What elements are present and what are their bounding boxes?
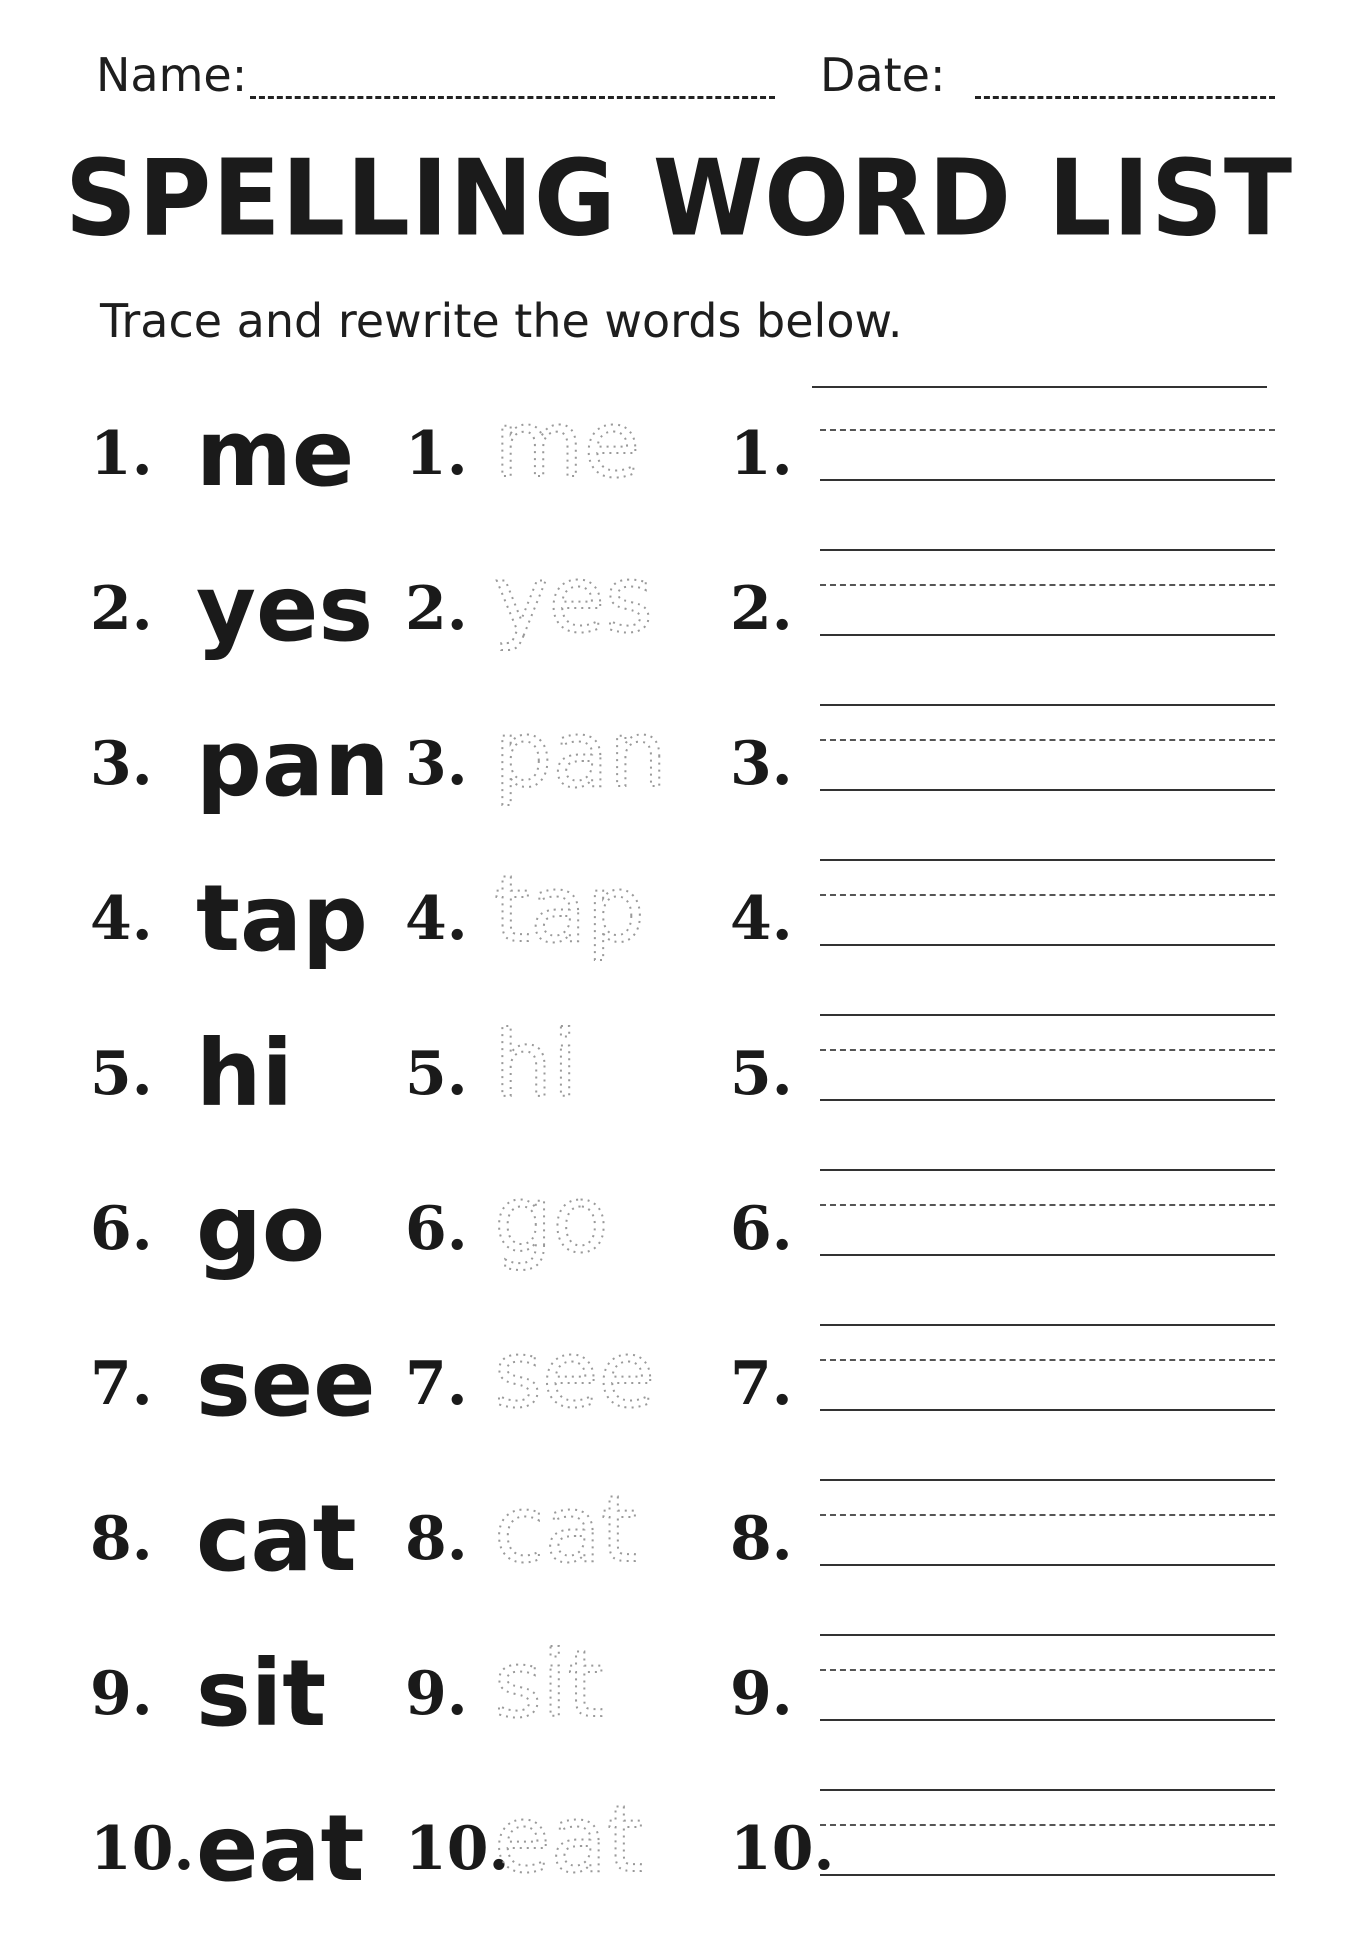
rewrite-mid-line <box>820 1204 1275 1206</box>
spelling-word: me <box>196 400 355 507</box>
rewrite-mid-line <box>820 739 1275 741</box>
rewrite-number: 5. <box>730 1039 793 1109</box>
trace-number: 2. <box>405 574 468 644</box>
trace-word <box>494 856 674 985</box>
page-title: SPELLING WORD LIST <box>64 137 1294 260</box>
trace-word <box>494 701 674 830</box>
word-number: 8. <box>90 1504 153 1574</box>
word-row <box>0 546 1358 710</box>
word-number: 9. <box>90 1659 153 1729</box>
rewrite-top-line <box>820 1479 1275 1481</box>
spelling-word: hi <box>196 1020 294 1127</box>
spelling-word: go <box>196 1175 326 1282</box>
word-number: 3. <box>90 729 153 799</box>
word-row <box>0 701 1358 865</box>
trace-word <box>494 546 674 675</box>
trace-word-text: yes <box>494 546 653 653</box>
rewrite-area[interactable] <box>820 1634 1275 1754</box>
trace-number: 6. <box>405 1194 468 1264</box>
word-row <box>0 1321 1358 1485</box>
trace-word <box>494 1786 674 1915</box>
rewrite-base-line <box>820 1099 1275 1101</box>
rewrite-mid-line <box>820 1359 1275 1361</box>
rewrite-number: 2. <box>730 574 793 644</box>
rewrite-top-line <box>820 704 1275 706</box>
rewrite-base-line <box>820 1254 1275 1256</box>
rewrite-area[interactable] <box>820 859 1275 979</box>
trace-word-text: cat <box>494 1476 638 1583</box>
rewrite-top-line <box>820 1169 1275 1171</box>
rewrite-mid-line <box>820 894 1275 896</box>
rewrite-top-line <box>820 1324 1275 1326</box>
word-number: 4. <box>90 884 153 954</box>
spelling-word: sit <box>196 1640 327 1747</box>
rewrite-base-line <box>820 479 1275 481</box>
rewrite-number: 9. <box>730 1659 793 1729</box>
trace-word <box>494 1166 674 1295</box>
word-row <box>0 1166 1358 1330</box>
rewrite-area[interactable] <box>820 704 1275 824</box>
trace-number: 3. <box>405 729 468 799</box>
rewrite-top-line <box>820 859 1275 861</box>
rewrite-number: 10. <box>730 1814 835 1884</box>
word-row <box>0 1011 1358 1175</box>
trace-word-text: hi <box>494 1011 578 1118</box>
rewrite-top-line <box>820 1014 1275 1016</box>
rewrite-area[interactable] <box>820 1014 1275 1134</box>
word-number: 6. <box>90 1194 153 1264</box>
rewrite-number: 1. <box>730 419 793 489</box>
rewrite-base-line <box>820 1874 1275 1876</box>
rewrite-number: 4. <box>730 884 793 954</box>
date-field[interactable] <box>975 96 1275 99</box>
trace-number: 1. <box>405 419 468 489</box>
trace-word <box>494 1321 674 1450</box>
rewrite-mid-line <box>820 584 1275 586</box>
rewrite-area[interactable] <box>820 1479 1275 1599</box>
word-number: 10. <box>90 1814 195 1884</box>
trace-word-text: see <box>494 1321 656 1428</box>
spelling-word: eat <box>196 1795 365 1902</box>
rewrite-area[interactable] <box>820 1789 1275 1909</box>
rewrite-mid-line <box>820 1824 1275 1826</box>
rewrite-base-line <box>820 944 1275 946</box>
trace-number: 7. <box>405 1349 468 1419</box>
rewrite-area[interactable] <box>820 1324 1275 1444</box>
spelling-word: yes <box>196 555 374 662</box>
rewrite-mid-line <box>820 1669 1275 1671</box>
word-row <box>0 1631 1358 1795</box>
rewrite-number: 3. <box>730 729 793 799</box>
trace-number: 8. <box>405 1504 468 1574</box>
trace-word <box>494 1631 674 1760</box>
rewrite-mid-line <box>820 1049 1275 1051</box>
rewrite-base-line <box>820 634 1275 636</box>
trace-word-text: tap <box>494 856 645 963</box>
rewrite-base-line <box>820 789 1275 791</box>
word-number: 2. <box>90 574 153 644</box>
word-number: 7. <box>90 1349 153 1419</box>
rewrite-area[interactable] <box>820 394 1275 514</box>
trace-number: 4. <box>405 884 468 954</box>
trace-word-text: pan <box>494 701 668 808</box>
trace-word-text: me <box>494 391 641 498</box>
word-number: 5. <box>90 1039 153 1109</box>
trace-word <box>494 1011 674 1140</box>
spelling-word: cat <box>196 1485 357 1592</box>
trace-number: 5. <box>405 1039 468 1109</box>
rewrite-base-line <box>820 1409 1275 1411</box>
rewrite-base-line <box>820 1564 1275 1566</box>
rewrite-mid-line <box>820 429 1275 431</box>
word-row <box>0 1476 1358 1640</box>
trace-word <box>494 391 674 520</box>
rewrite-number: 7. <box>730 1349 793 1419</box>
rewrite-area[interactable] <box>820 1169 1275 1289</box>
top-guide-line <box>812 386 1267 388</box>
trace-number: 10. <box>405 1814 510 1884</box>
word-row <box>0 1786 1358 1950</box>
spelling-word: tap <box>196 865 368 972</box>
trace-word-text: eat <box>494 1786 644 1893</box>
word-number: 1. <box>90 419 153 489</box>
rewrite-top-line <box>820 1789 1275 1791</box>
spelling-word: see <box>196 1330 376 1437</box>
rewrite-number: 8. <box>730 1504 793 1574</box>
trace-word-text: go <box>494 1166 609 1273</box>
date-label: Date: <box>820 48 946 102</box>
rewrite-top-line <box>820 1634 1275 1636</box>
trace-number: 9. <box>405 1659 468 1729</box>
spelling-word: pan <box>196 710 390 817</box>
trace-word <box>494 1476 674 1605</box>
name-field[interactable] <box>250 96 775 99</box>
word-row <box>0 856 1358 1020</box>
rewrite-area[interactable] <box>820 549 1275 669</box>
name-label: Name: <box>96 48 248 102</box>
rewrite-top-line <box>820 549 1275 551</box>
rewrite-base-line <box>820 1719 1275 1721</box>
trace-word-text: sit <box>494 1631 604 1738</box>
word-row <box>0 391 1358 555</box>
instructions: Trace and rewrite the words below. <box>100 294 903 348</box>
rewrite-mid-line <box>820 1514 1275 1516</box>
rewrite-number: 6. <box>730 1194 793 1264</box>
